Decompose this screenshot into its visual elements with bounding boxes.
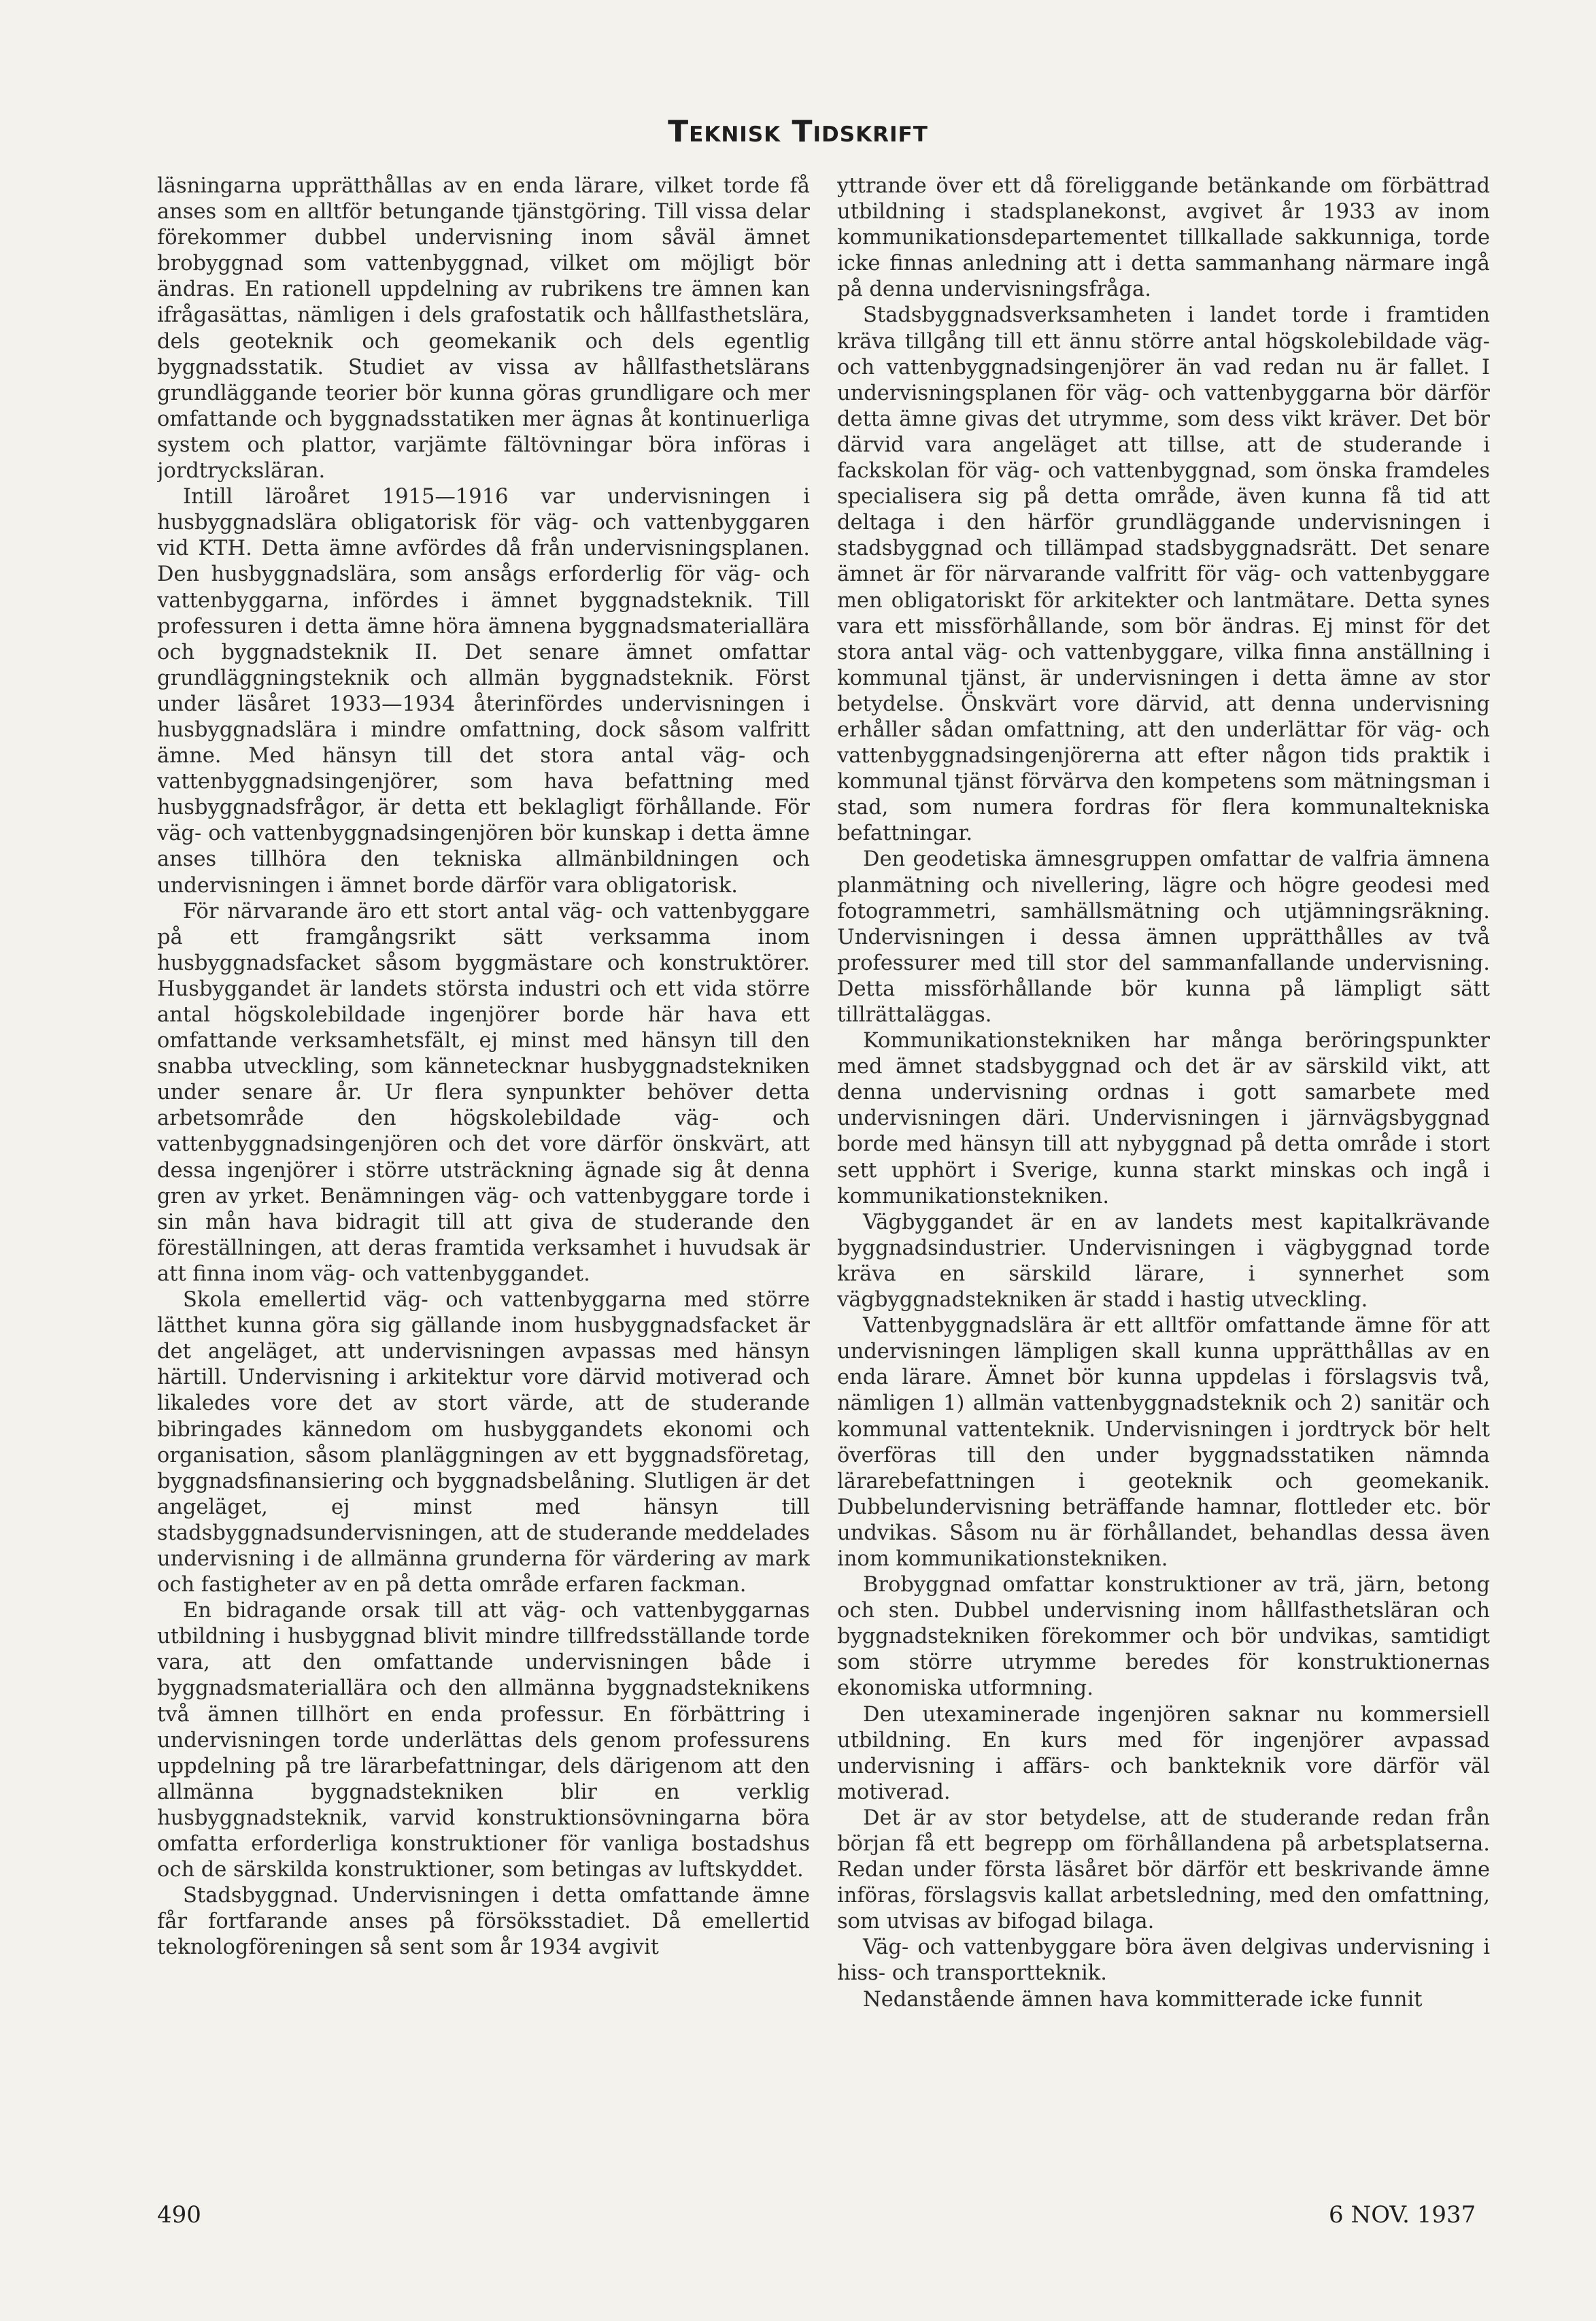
paragraph: Intill läroåret 1915—1916 var undervisningen i husbyggnadslära obligatorisk för väg- och vattenbyggaren vid KTH. Detta ämne avfördes då från undervisningsplanen. Den husbyggnadslära, som ansågs erforderlig för väg- och vattenbyggarna, infördes i ämnet byggnadsteknik. Till professuren i detta ämne höra ämnena byggnadsmateriallära och byggnadsteknik II. Det senare ämnet omfattar grundläggningsteknik och allmän byggnadsteknik. Först under läsåret 1933—1934 återinfördes undervisningen i husbyggnadslära i mindre omfattning, dock såsom valfritt ämne. Med hänsyn till det stora antal väg- och vattenbyggnadsingenjörer, som hava befattning med husbyggnadsfrågor, är detta ett beklagligt förhållande. För väg- och vattenbyggnadsingenjören bör kunskap i detta ämne anses tillhöra den tekniska allmänbildningen och undervisningen i ämnet borde därför vara obligatorisk. [157, 485, 810, 898]
paragraph: Kommunikationstekniken har många beröringspunkter med ämnet stadsbyggnad och det är av särskild vikt, att denna undervisning ordnas i gott samarbete med undervisningen däri. Undervisningen i järnvägsbyggnad borde med hänsyn till att nybyggnad på detta område i stort sett upphört i Sverige, kunna starkt minskas och ingå i kommunikationstekniken. [837, 1029, 1490, 1208]
paragraph: För närvarande äro ett stort antal väg- och vattenbyggare på ett framgångsrikt sätt verksamma inom husbyggnadsfacket såsom byggmästare och konstruktörer. Husbyggandet är landets största industri och ett vida större antal högskolebildade ingenjörer borde här hava ett omfattande verksamhetsfält, ej minst med hänsyn till den snabba utveckling, som kännetecknar husbyggnadstekniken under senare år. Ur flera synpunkter behöver detta arbetsområde den högskolebildade väg- och vattenbyggnadsingenjören och det vore därför önskvärt, att dessa ingenjörer i större utsträckning ägnade sig åt denna gren av yrket. Benämningen väg- och vattenbyggare torde i sin mån hava bidragit till att giva de studerande den föreställningen, att deras framtida verksamhet i huvudsak är att finna inom väg- och vattenbyggandet. [157, 899, 810, 1286]
paragraph: Vattenbyggnadslära är ett alltför omfattande ämne för att undervisningen lämpligen skall kunna upprätthållas av en enda lärare. Ämnet bör kunna uppdelas i förslagsvis två, nämligen 1) allmän vattenbyggnadsteknik och 2) sanitär och kommunal vattenteknik. Undervisningen i jordtryck bör helt överföras till den under byggnadsstatiken nämnda lärarebefattningen i geoteknik och geomekanik. Dubbelundervisning beträffande hamnar, flottleder etc. bör undvikas. Såsom nu är förhållandet, behandlas dessa även inom kommunikationstekniken. [837, 1314, 1490, 1571]
right-column [837, 173, 1490, 2159]
paragraph: Skola emellertid väg- och vattenbyggarna med större lätthet kunna göra sig gällande inom husbyggnadsfacket är det angeläget, att undervisningen avpassas med hänsyn härtill. Undervisning i arkitektur vore därvid motiverad och likaledes vore det av stort värde, att de studerande bibringades kännedom om husbyggandets ekonomi och organisation, såsom planläggningen av ett byggnadsföretag, byggnadsfinansiering och byggnadsbelåning. Slutligen är det angeläget, ej minst med hänsyn till stadsbyggnadsundervisningen, att de studerande meddelades undervisning i de allmänna grunderna för värdering av mark och fastigheter av en på detta område erfaren fackman. [157, 1288, 810, 1597]
paragraph: Den utexaminerade ingenjören saknar nu kommersiell utbildning. En kurs med för ingenjörer avpassad undervisning i affärs- och bankteknik vore därför väl motiverad. [837, 1702, 1490, 1804]
paragraph: Den geodetiska ämnesgruppen omfattar de valfria ämnena planmätning och nivellering, lägre och högre geodesi med fotogrammetri, samhällsmätning och utjämningsräkning. Undervisningen i dessa ämnen upprätthålles av två professurer med till stor del sammanfallande undervisning. Detta missförhållande bör kunna på lämpligt sätt tillrättaläggas. [837, 847, 1490, 1027]
page-number: 490 [157, 2201, 201, 2229]
paragraph: Nedanstående ämnen hava kommitterade icke funnit [863, 1987, 1423, 2012]
left-column [157, 173, 810, 2159]
paragraph: Stadsbyggnad. Undervisningen i detta omfattande ämne får fortfarande anses på försöksstadiet. Då emellertid teknologföreningen så sent som år 1934 avgivit [157, 1884, 810, 1960]
paragraph: läsningarna upprätthållas av en enda lärare, vilket torde få anses som en alltför betungande tjänstgöring. Till vissa delar förekommer dubbel undervisning inom såväl ämnet brobyggnad som vattenbyggnad, vilket om möjligt bör ändras. En rationell uppdelning av rubrikens tre ämnen kan ifrågasättas, nämligen i dels grafostatik och hållfasthetslära, dels geoteknik och geomekanik och dels egentlig byggnadsstatik. Studiet av vissa av hållfasthetslärans grundläggande teorier bör kunna göras grundligare och mer omfattande och byggnadsstatiken mer ägnas åt kontinuerliga system och plattor, varjämte fältövningar böra införas i jordtrycksläran. [157, 174, 810, 484]
paragraph: Det är av stor betydelse, att de studerande redan från början få ett begrepp om förhållandena på arbetsplatserna. Redan under första läsåret bör därför ett beskrivande ämne införas, förslagsvis kallat arbetsledning, med den omfattning, som utvisas av bifogad bilaga. [837, 1806, 1490, 1934]
paragraph: En bidragande orsak till att väg- och vattenbyggarnas utbildning i husbyggnad blivit mindre tillfredsställande torde vara, att den omfattande undervisningen både i byggnadsmateriallära och den allmänna byggnadsteknikens två ämnen tillhört en enda professur. En förbättring i undervisningen torde underlättas dels genom professurens uppdelning på tre lärarbefattningar, dels därigenom att den allmänna byggnadstekniken blir en verklig husbyggnadsteknik, varvid konstruktionsövningarna böra omfatta erforderliga konstruktioner för vanliga bostadshus och de särskilda konstruktioner, som betingas av luftskyddet. [157, 1599, 810, 1882]
journal-masthead: Teknisk Tidskrift [668, 114, 928, 149]
paragraph: yttrande över ett då föreliggande betänkande om förbättrad utbildning i stadsplanekonst, avgivet år 1933 av inom kommunikationsdepartementet tillkallade sakkunniga, torde icke finnas anledning att i detta sammanhang närmare ingå på denna undervisningsfråga. [837, 174, 1490, 302]
issue-date: 6 NOV. 1937 [1329, 2201, 1476, 2229]
paragraph: Vägbyggandet är en av landets mest kapitalkrävande byggnadsindustrier. Undervisningen i vägbyggnad torde kräva en särskild lärare, i synnerhet som vägbyggnadstekniken är stadd i hastig utveckling. [837, 1210, 1490, 1312]
paragraph: Väg- och vattenbyggare böra även delgivas undervisning i hiss- och transportteknik. [837, 1935, 1490, 1986]
paragraph: Brobyggnad omfattar konstruktioner av trä, järn, betong och sten. Dubbel undervisning inom hållfasthetsläran och byggnadstekniken förekommer och bör undvikas, samtidigt som större utrymme beredes för konstruktionernas ekonomiska utformning. [837, 1573, 1490, 1701]
paragraph: Stadsbyggnadsverksamheten i landet torde i framtiden kräva tillgång till ett ännu större antal högskolebildade väg- och vattenbyggnadsingenjörer än vad redan nu är fallet. I undervisningsplanen för väg- och vattenbyggarna bör därför detta ämne givas det utrymme, som dess vikt kräver. Det bör därvid vara angeläget att tillse, att de studerande i fackskolan för väg- och vattenbyggnad, som önska framdeles specialisera sig på detta område, även kunna få tid att deltaga i den härför grundläggande undervisningen i stadsbyggnad och tillämpad stadsbyggnadsrätt. Det senare ämnet är för närvarande valfritt för väg- och vattenbyggare men obligatoriskt för arkitekter och lantmätare. Detta synes vara ett missförhållande, som bör ändras. Ej minst för det stora antal väg- och vattenbyggare, vilka finna anställning i kommunal tjänst, är undervisningen i detta ämne av stor betydelse. Önskvärt vore därvid, att denna undervisning erhåller sådan omfattning, att den underlättar för väg- och vattenbyggnadsingenjörerna att efter någon tids praktik i kommunal tjänst förvärva den kompetens som mätningsman i stad, som numera fordras för flera kommunaltekniska befattningar. [837, 303, 1490, 846]
